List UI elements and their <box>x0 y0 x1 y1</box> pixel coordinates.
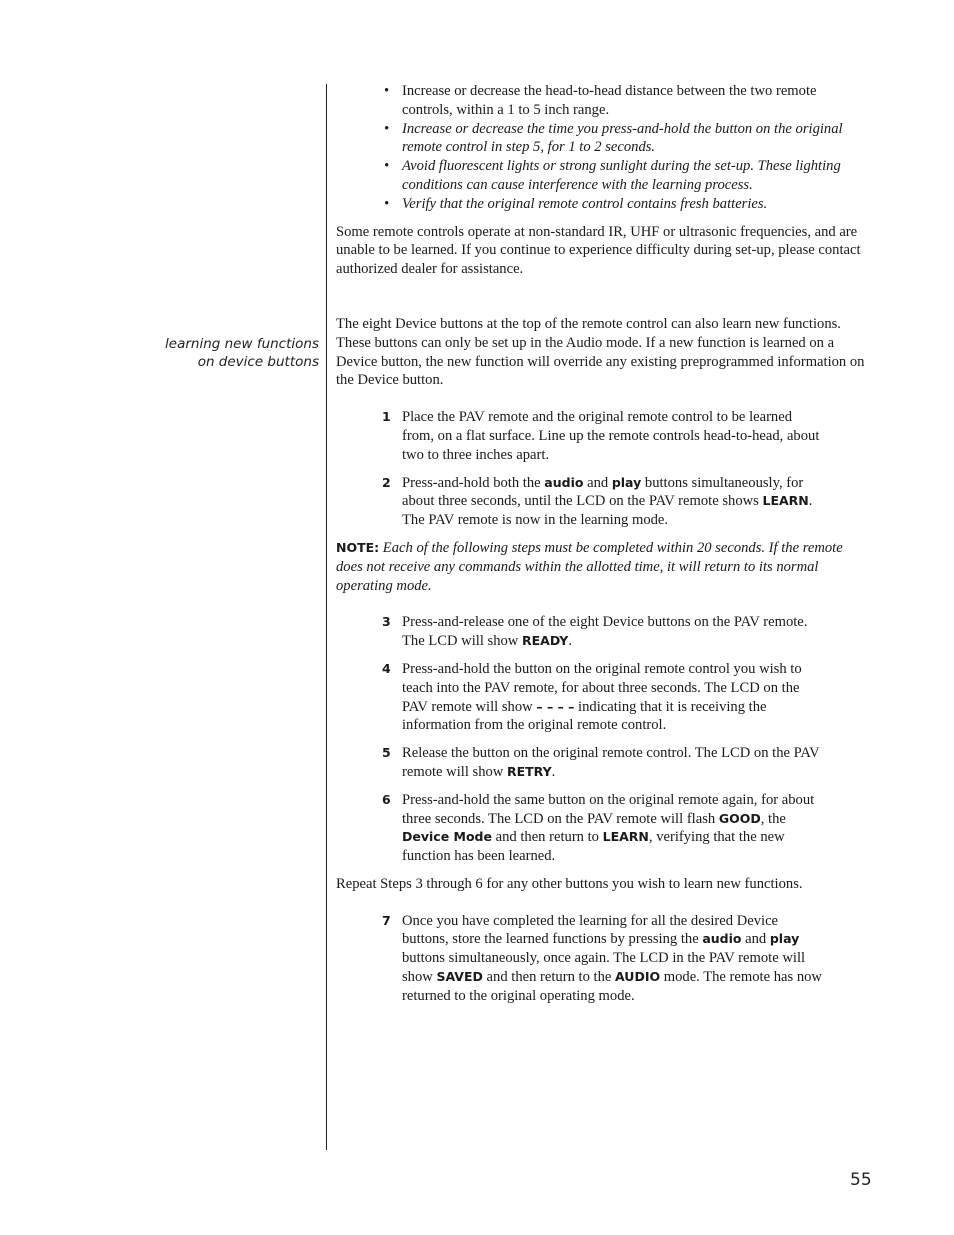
button-name-play: play <box>769 931 800 947</box>
lcd-text-saved: SAVED <box>436 969 483 985</box>
tip-item: • Avoid fluorescent lights or strong sunlight during the set-up. These lighting conditions can cause interference with the learning process. <box>384 157 866 195</box>
side-heading-line-2: on device buttons <box>197 354 319 370</box>
step-text: Press-and-hold both the <box>402 474 545 491</box>
step-6 <box>336 791 826 866</box>
tip-item: • Increase or decrease the time you press-and-hold the button on the original remote control in step 5, for 1 to 2 seconds. <box>384 120 866 158</box>
button-name-play: play <box>611 474 642 490</box>
step-text: Press-and-hold the button on the original remote control you wish to teach into the PAV remote, for about three seconds. The LCD on the PAV remote will show <box>402 660 802 715</box>
button-name-audio: audio <box>702 931 742 947</box>
side-heading-line-1: learning new functions <box>165 336 319 352</box>
lcd-text-learn: LEARN <box>602 829 649 845</box>
step-text: Press-and-release one of the eight Device buttons on the PAV remote. The LCD will show <box>402 614 808 650</box>
step-text: Once you have completed the learning for all the desired Device buttons, store the learned functions by pressing the <box>402 912 779 948</box>
step-number: 4 <box>382 660 391 676</box>
step-text: Place the PAV remote and the original remote control to be learned from, on a flat surface. Line up the remote controls head-to-head, about two to three inches apart. <box>402 409 820 463</box>
page-number: 55 <box>850 1170 872 1190</box>
step-text: , the <box>760 810 786 827</box>
step-text: . The PAV remote is now in the learning mode. <box>402 493 813 529</box>
lcd-text-retry: RETRY <box>506 763 552 779</box>
step-text: mode. The remote has now returned to the original operating mode. <box>402 969 822 1004</box>
step-text: Release the button on the original remote control. The LCD on the PAV remote will show <box>402 745 820 780</box>
step-5 <box>336 744 826 782</box>
note-text: Each of the following steps must be completed within 20 seconds. If the remote does not receive any commands within the allotted time, it will return to its normal operating mode. <box>336 539 843 594</box>
step-number: 7 <box>382 912 391 928</box>
step-text: and then return to the <box>482 969 616 986</box>
troubleshooting-tips-list <box>336 82 866 214</box>
lcd-text-learn: LEARN <box>762 493 809 509</box>
device-buttons-intro-paragraph: The eight Device buttons at the top of the remote control can also learn new functions. These buttons can only be set up in the Audio mode. If a new function is learned on a Device button, the new function will override any existing preprogrammed information on the Device button. <box>336 315 865 389</box>
step-4 <box>336 660 826 735</box>
tip-item: • Verify that the original remote control contains fresh batteries. <box>384 195 866 214</box>
button-name-audio: audio <box>544 474 584 490</box>
step-text: Press-and-hold the same button on the original remote again, for about three seconds. The LCD on the PAV remote will flash <box>402 791 815 827</box>
step-text: , verifying that the new function has been learned. <box>402 829 785 865</box>
step-text: buttons simultaneously, for about three seconds, until the LCD on the PAV remote shows <box>402 474 804 510</box>
lcd-text-dashes: – – – – <box>536 698 575 714</box>
step-text: and <box>583 474 612 491</box>
step-number: 1 <box>382 409 391 425</box>
step-text: . <box>551 763 556 780</box>
step-text: buttons simultaneously, once again. The LCD in the PAV remote will show <box>402 950 806 986</box>
tip-item: • Increase or decrease the head-to-head distance between the two remote controls, within a 1 to 5 inch range. <box>384 82 866 120</box>
section-side-heading <box>120 335 319 371</box>
step-1 <box>336 408 826 464</box>
lcd-text-good: GOOD <box>718 810 761 826</box>
step-number: 6 <box>382 791 391 807</box>
step-text: indicating that it is receiving the information from the original remote control. <box>402 698 767 734</box>
step-number: 5 <box>382 745 391 761</box>
vertical-rule <box>326 84 327 1150</box>
step-number: 2 <box>382 474 391 490</box>
step-text: and <box>741 931 770 948</box>
note-paragraph <box>336 539 866 595</box>
repeat-steps-paragraph: Repeat Steps 3 through 6 for any other buttons you wish to learn new functions. <box>336 875 803 892</box>
step-3 <box>336 613 826 651</box>
step-7 <box>336 912 826 1006</box>
lcd-text-device-mode: Device Mode <box>402 829 492 845</box>
main-column <box>336 82 866 1006</box>
step-text: . <box>568 633 573 650</box>
lcd-text-ready: READY <box>522 633 569 649</box>
step-number: 3 <box>382 614 391 630</box>
step-2 <box>336 474 826 530</box>
nonstandard-frequencies-paragraph: Some remote controls operate at non-standard IR, UHF or ultrasonic frequencies, and are unable to be learned. If you continue to experience difficulty during set-up, please contact authorized dealer for assistance. <box>336 223 861 278</box>
note-label: NOTE: <box>336 539 380 555</box>
step-text: and then return to <box>491 829 603 846</box>
lcd-text-audio: AUDIO <box>615 969 661 985</box>
